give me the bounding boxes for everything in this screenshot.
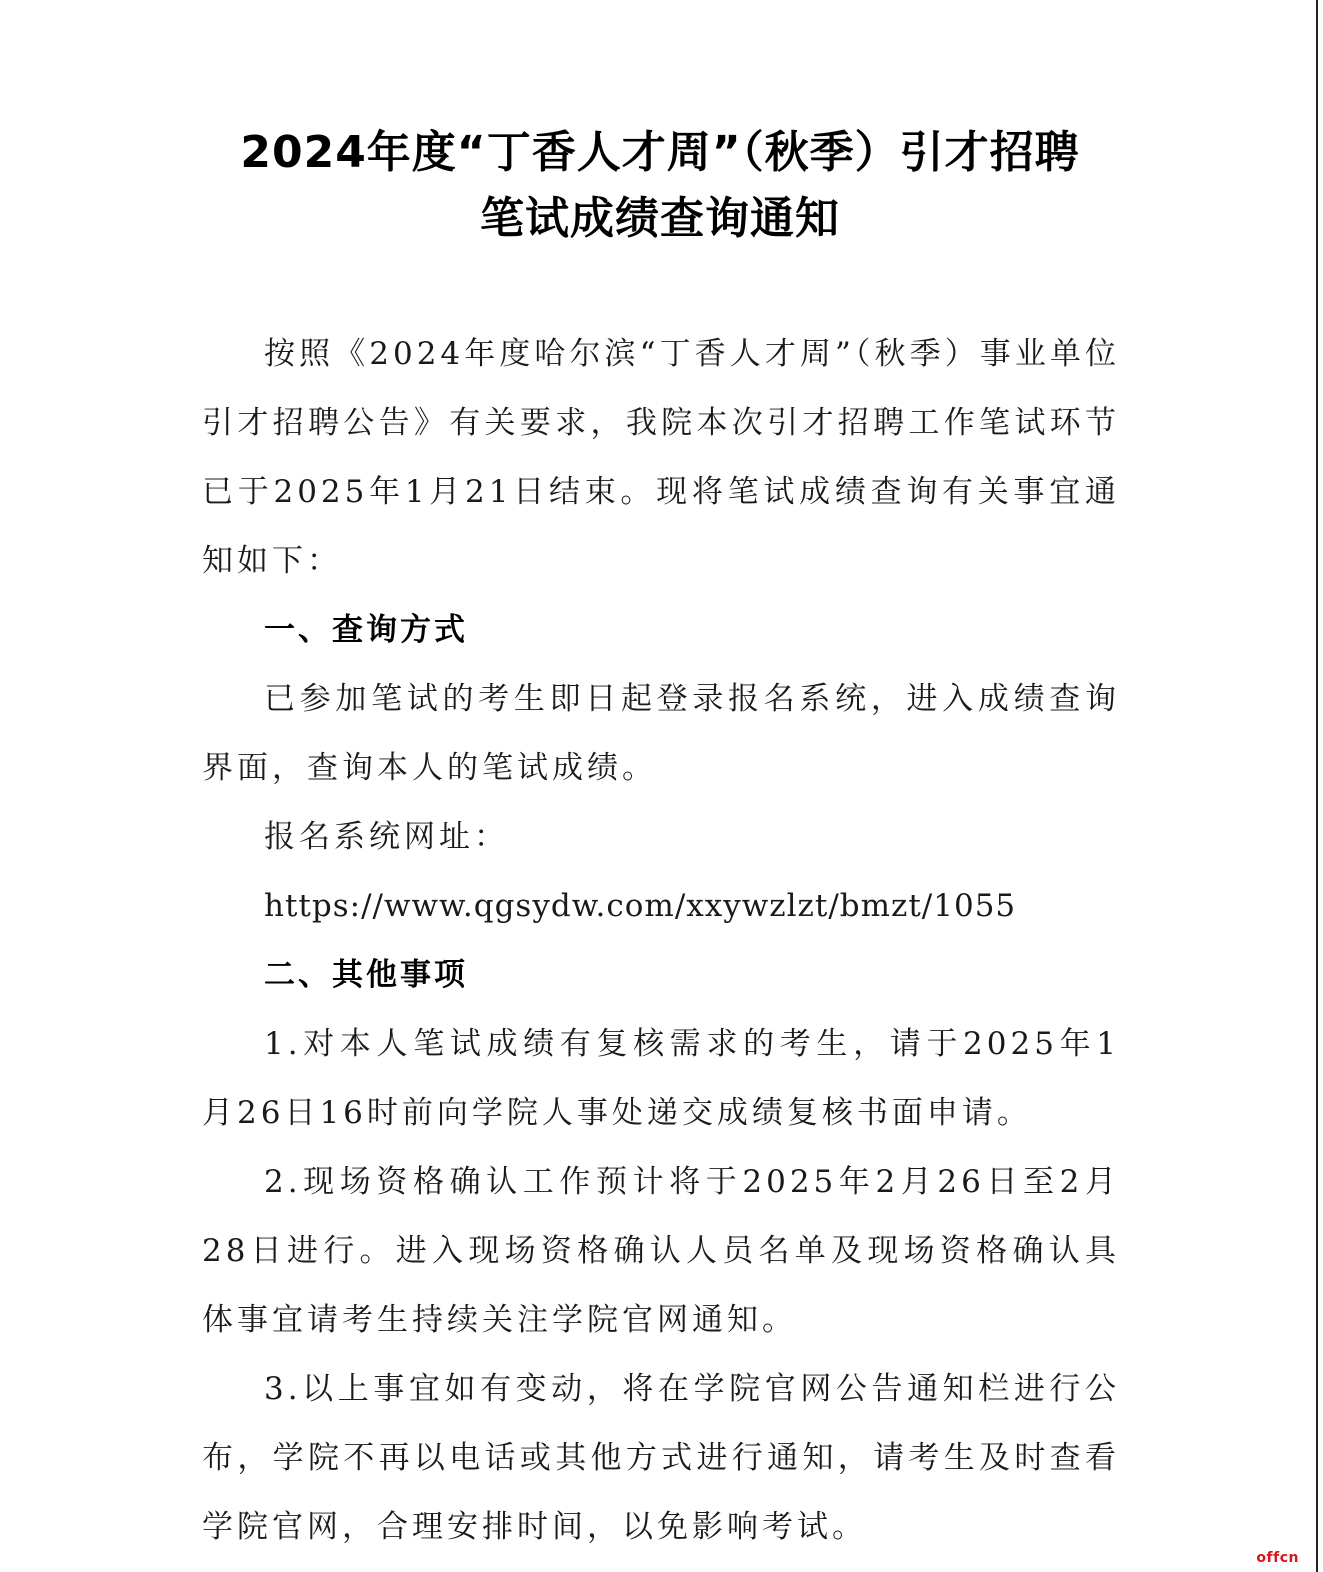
page-edge-line	[1316, 0, 1318, 1572]
registration-url-link[interactable]: https://www.qgsydw.com/xxywzlzt/bmzt/1055	[264, 888, 1017, 924]
other-matters-item-1: 1.对本人笔试成绩有复核需求的考生，请于2025年1月26日16时前向学院人事处递交成绩复核书面申请。	[202, 1026, 1120, 1131]
document-body	[202, 320, 1120, 1562]
section-heading-other-matters: 二、其他事项	[264, 957, 468, 993]
title-line-2: 笔试成绩查询通知	[480, 193, 840, 244]
section-heading-query-method: 一、查询方式	[264, 612, 468, 648]
other-matters-item-3: 3.以上事宜如有变动，将在学院官网公告通知栏进行公布，学院不再以电话或其他方式进行通知，请考生及时查看学院官网，合理安排时间，以免影响考试。	[202, 1371, 1120, 1545]
intro-paragraph: 按照《2024年度哈尔滨“丁香人才周”（秋季）事业单位引才招聘公告》有关要求，我院本次引才招聘工作笔试环节已于2025年1月21日结束。现将笔试成绩查询有关事宜通知如下：	[202, 336, 1120, 579]
offcn-watermark: offcn	[1256, 1550, 1299, 1566]
registration-url-label: 报名系统网址：	[264, 819, 509, 855]
title-line-1: 2024年度“丁香人才周”（秋季）引才招聘	[240, 127, 1080, 178]
query-method-paragraph: 已参加笔试的考生即日起登录报名系统，进入成绩查询界面，查询本人的笔试成绩。	[202, 681, 1120, 786]
other-matters-item-2: 2.现场资格确认工作预计将于2025年2月26日至2月28日进行。进入现场资格确认人员名单及现场资格确认具体事宜请考生持续关注学院官网通知。	[202, 1164, 1120, 1338]
document-title	[150, 120, 1170, 252]
